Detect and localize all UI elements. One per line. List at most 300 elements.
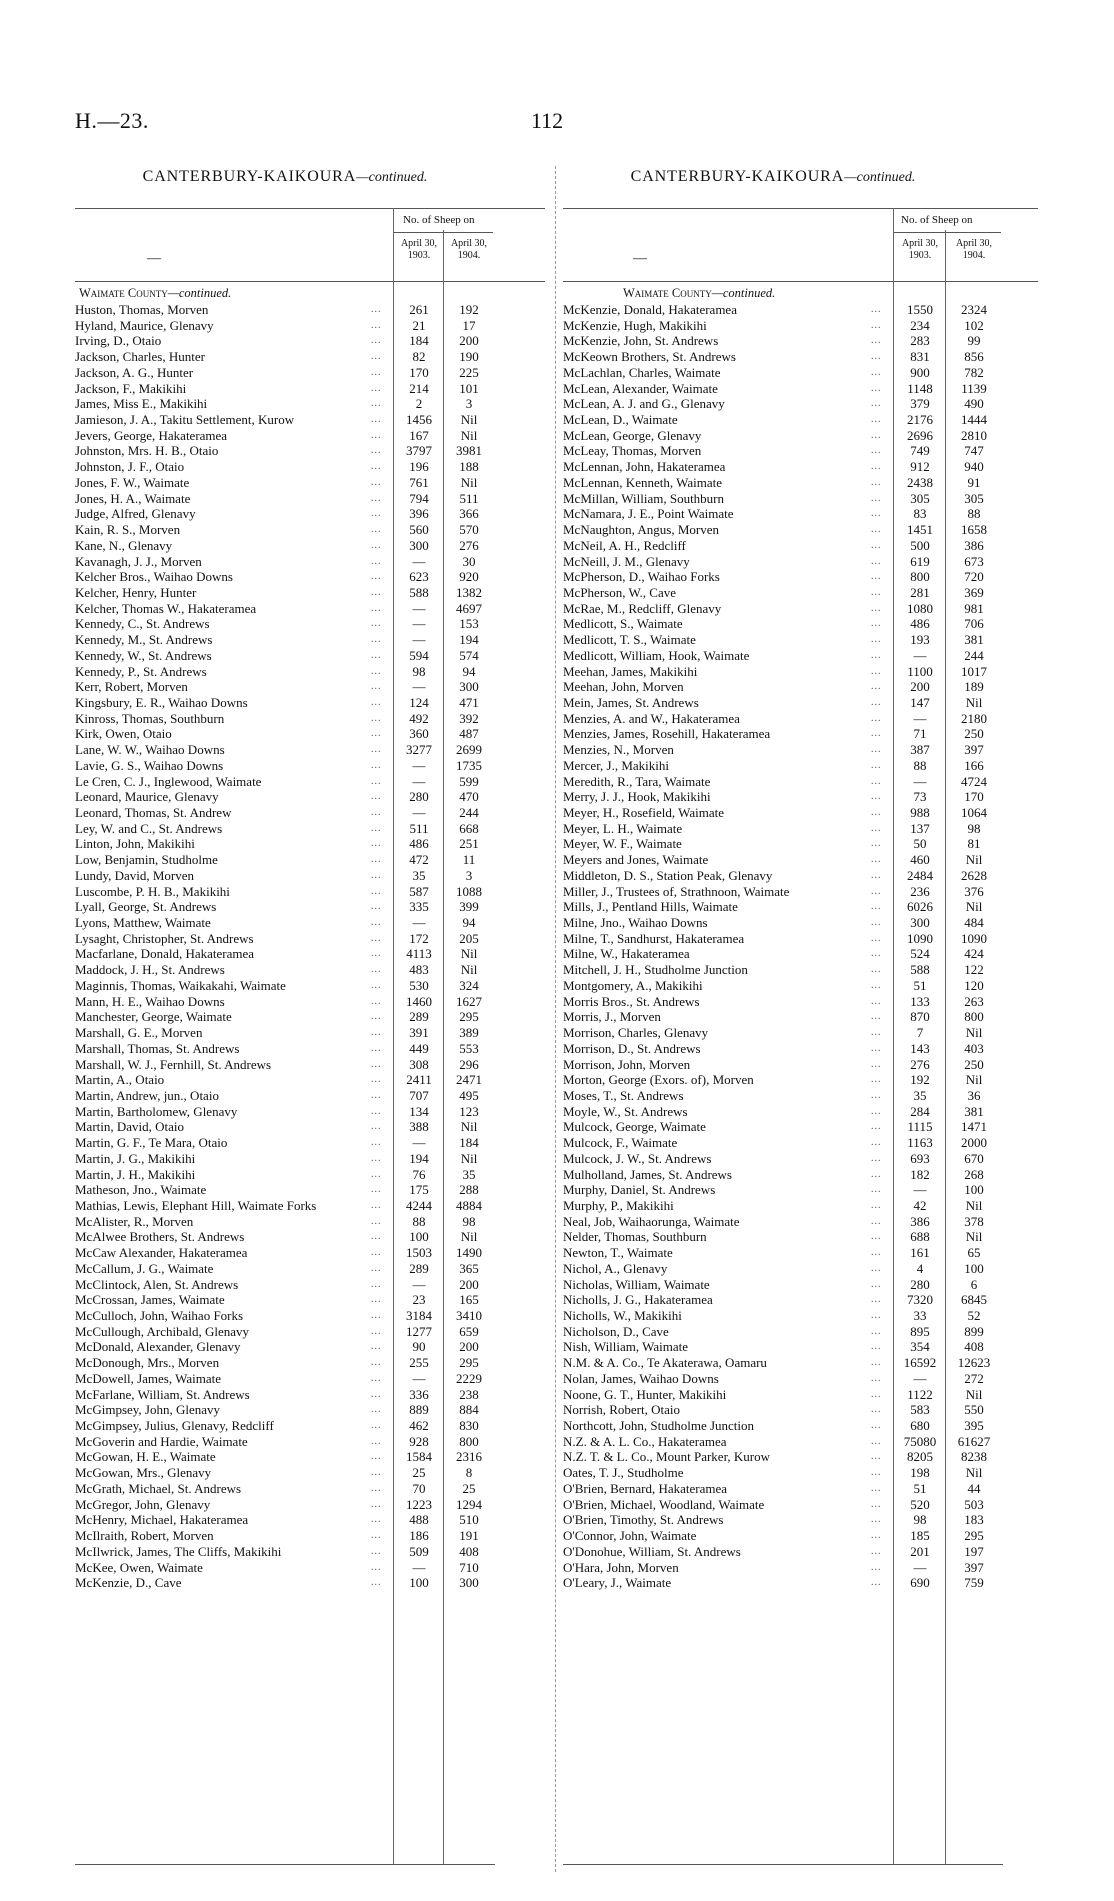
sheep-count-1903: — bbox=[412, 1559, 426, 1575]
owner-name: McKenzie, D., Cave bbox=[75, 1575, 182, 1591]
sheep-count-1903: 794 bbox=[409, 490, 429, 506]
table-row bbox=[75, 836, 545, 852]
owner-name: McLean, Alexander, Waimate bbox=[563, 380, 718, 396]
sheep-count-1903: 900 bbox=[910, 364, 930, 380]
sheep-count-1903: 51 bbox=[913, 1480, 927, 1496]
owner-name: McDowell, James, Waimate bbox=[75, 1370, 222, 1386]
owner-name: Jamieson, J. A., Takitu Settlement, Kurow bbox=[75, 412, 295, 428]
owner-name: Meehan, John, Morven bbox=[563, 679, 684, 695]
table-row bbox=[563, 1449, 1038, 1465]
table-row bbox=[563, 1041, 1038, 1057]
leader-dots: ... bbox=[371, 1435, 382, 1447]
table-row bbox=[75, 616, 545, 632]
sheep-count-1904: 920 bbox=[459, 569, 479, 585]
leader-dots: ... bbox=[871, 1357, 882, 1369]
owner-name: Mulcock, J. W., St. Andrews bbox=[563, 1150, 712, 1166]
sheep-count-1903: — bbox=[412, 632, 426, 648]
sheep-count-1904: 470 bbox=[459, 789, 479, 805]
sheep-count-1903: 83 bbox=[913, 506, 927, 522]
leader-dots: ... bbox=[871, 712, 882, 724]
sheep-count-1904: Nil bbox=[460, 962, 478, 978]
owner-name: Meyer, H., Rosefield, Waimate bbox=[563, 805, 725, 820]
sheep-count-1904: 244 bbox=[459, 805, 479, 820]
owner-name: N.M. & A. Co., Te Akaterawa, Oamaru bbox=[563, 1355, 767, 1371]
sheep-count-1903: 172 bbox=[409, 930, 429, 946]
sheep-count-1903: 360 bbox=[409, 726, 429, 742]
sheep-count-1904: 395 bbox=[964, 1418, 984, 1434]
sheep-count-1904: 856 bbox=[964, 349, 984, 365]
table-row bbox=[75, 899, 545, 915]
owner-name: McNaughton, Angus, Morven bbox=[563, 522, 719, 538]
table-row bbox=[563, 836, 1038, 852]
owner-name: McNeil, A. H., Redcliff bbox=[563, 537, 686, 553]
leader-dots: ... bbox=[371, 1247, 382, 1259]
page-header bbox=[75, 108, 1035, 136]
table-row bbox=[563, 695, 1038, 711]
leader-dots: ... bbox=[371, 854, 382, 866]
sheep-count-1903: 76 bbox=[412, 1166, 426, 1182]
sheep-count-1904: 471 bbox=[459, 694, 479, 710]
leader-dots: ... bbox=[371, 1530, 382, 1542]
owner-name: Martin, A., Otaio bbox=[75, 1072, 165, 1088]
table-row bbox=[75, 1497, 545, 1513]
leader-dots: ... bbox=[871, 649, 882, 661]
owner-name: McKenzie, Hugh, Makikihi bbox=[563, 317, 707, 333]
sheep-count-1904: 1444 bbox=[961, 412, 987, 428]
sheep-count-1903: — bbox=[412, 616, 426, 632]
sheep-count-1903: — bbox=[913, 1559, 927, 1575]
table-row bbox=[75, 1009, 545, 1025]
owner-name: McPherson, D., Waihao Forks bbox=[563, 569, 720, 585]
sheep-count-1904: 170 bbox=[964, 789, 984, 805]
sheep-count-1903: 283 bbox=[910, 333, 930, 349]
sheep-count-1904: 3981 bbox=[456, 443, 482, 459]
county-name: Waimate County bbox=[623, 286, 712, 300]
leader-dots: ... bbox=[871, 1514, 882, 1526]
sheep-count-1903: 583 bbox=[910, 1402, 930, 1418]
owner-name: Kinross, Thomas, Southburn bbox=[75, 710, 225, 726]
sheep-count-1903: 560 bbox=[409, 522, 429, 538]
sheep-count-1903: 688 bbox=[910, 1229, 930, 1245]
owner-name: Lyons, Matthew, Waimate bbox=[75, 915, 211, 931]
leader-dots: ... bbox=[871, 414, 882, 426]
sheep-count-1904: 205 bbox=[459, 930, 479, 946]
sheep-count-1904: 61627 bbox=[957, 1433, 991, 1449]
leader-dots: ... bbox=[371, 1027, 382, 1039]
owner-name: O'Donohue, William, St. Andrews bbox=[563, 1543, 741, 1559]
leader-dots: ... bbox=[871, 964, 882, 976]
sheep-count-1903: 134 bbox=[409, 1103, 429, 1119]
sheep-count-1904: 4724 bbox=[961, 773, 987, 789]
leader-dots: ... bbox=[371, 586, 382, 598]
leader-dots: ... bbox=[871, 1011, 882, 1023]
table-row bbox=[563, 1104, 1038, 1120]
leader-dots: ... bbox=[871, 869, 882, 881]
sheep-count-1904: 386 bbox=[964, 537, 984, 553]
sheep-count-1904: 190 bbox=[459, 349, 479, 365]
sheep-count-1903: 800 bbox=[910, 569, 930, 585]
table-row bbox=[75, 349, 545, 365]
sheep-count-1904: 1490 bbox=[456, 1245, 482, 1261]
owner-name: Maddock, J. H., St. Andrews bbox=[75, 962, 225, 978]
sheep-count-1904: 673 bbox=[964, 553, 984, 569]
owner-name: Nelder, Thomas, Southburn bbox=[563, 1229, 707, 1245]
leader-dots: ... bbox=[871, 351, 882, 363]
leader-dots: ... bbox=[371, 1357, 382, 1369]
sheep-count-1904: 940 bbox=[964, 459, 984, 475]
leader-dots: ... bbox=[871, 696, 882, 708]
sheep-count-1903: 761 bbox=[409, 474, 429, 490]
sheep-count-1903: 98 bbox=[913, 1512, 927, 1528]
owner-name: Mulholland, James, St. Andrews bbox=[563, 1166, 732, 1182]
sheep-count-1903: — bbox=[412, 1370, 426, 1386]
table-row bbox=[563, 1434, 1038, 1450]
leader-dots: ... bbox=[871, 304, 882, 315]
owner-name: McLennan, Kenneth, Waimate bbox=[563, 474, 722, 490]
leader-dots: ... bbox=[871, 1545, 882, 1557]
sheep-count-1904: 2699 bbox=[456, 742, 482, 758]
owner-name: Marshall, G. E., Morven bbox=[75, 1025, 203, 1041]
leader-dots: ... bbox=[871, 1262, 882, 1274]
sheep-count-1904: 503 bbox=[964, 1496, 984, 1512]
leader-dots: ... bbox=[871, 335, 882, 347]
section-title-text: CANTERBURY-KAIKOURA bbox=[630, 168, 845, 185]
table-row bbox=[563, 554, 1038, 570]
leader-dots: ... bbox=[371, 1325, 382, 1337]
leader-dots: ... bbox=[871, 366, 882, 378]
leader-dots: ... bbox=[371, 539, 382, 551]
sheep-count-1903: 354 bbox=[910, 1339, 930, 1355]
owner-name: Medlicott, William, Hook, Waimate bbox=[563, 647, 750, 663]
sheep-count-1904: 759 bbox=[964, 1575, 984, 1591]
sheep-count-1903: 391 bbox=[409, 1025, 429, 1041]
sheep-count-1903: — bbox=[412, 915, 426, 931]
sheep-count-1904: 399 bbox=[459, 899, 479, 915]
owner-name: Moses, T., St. Andrews bbox=[563, 1087, 684, 1103]
sheep-count-1904: 44 bbox=[967, 1480, 981, 1496]
owner-name: Menzies, N., Morven bbox=[563, 742, 674, 758]
sheep-count-1904: 2628 bbox=[961, 867, 987, 883]
table-row bbox=[563, 459, 1038, 475]
leader-dots: ... bbox=[871, 917, 882, 929]
leader-dots: ... bbox=[871, 838, 882, 850]
leader-dots: ... bbox=[371, 1089, 382, 1101]
owner-name: McIlraith, Robert, Morven bbox=[75, 1528, 214, 1544]
leader-dots: ... bbox=[871, 1530, 882, 1542]
leader-dots: ... bbox=[871, 1247, 882, 1259]
sheep-count-1904: 153 bbox=[459, 616, 479, 632]
owner-name: Kelcher, Thomas W., Hakateramea bbox=[75, 600, 257, 616]
sheep-count-1904: 1017 bbox=[961, 663, 987, 679]
sheep-count-1904: 381 bbox=[964, 1103, 984, 1119]
owner-name: Nicholson, D., Cave bbox=[563, 1323, 669, 1339]
sheep-count-1903: 1456 bbox=[406, 412, 432, 428]
owner-name: James, Miss E., Makikihi bbox=[75, 396, 208, 412]
leader-dots: ... bbox=[371, 948, 382, 960]
sheep-count-1904: 30 bbox=[462, 553, 476, 569]
sheep-count-1904: Nil bbox=[965, 1072, 983, 1088]
owner-name: O'Hara, John, Morven bbox=[563, 1559, 679, 1575]
leader-dots: ... bbox=[871, 1341, 882, 1353]
table-row bbox=[75, 1512, 545, 1528]
owner-name: Nichol, A., Glenavy bbox=[563, 1260, 668, 1276]
leader-dots: ... bbox=[871, 1435, 882, 1447]
table-row bbox=[563, 1088, 1038, 1104]
owner-name: Leonard, Thomas, St. Andrew bbox=[75, 805, 232, 820]
owner-name: Lavie, G. S., Waihao Downs bbox=[75, 757, 224, 773]
table-row bbox=[563, 962, 1038, 978]
sheep-count-1903: 196 bbox=[409, 459, 429, 475]
sheep-count-1904: 800 bbox=[459, 1433, 479, 1449]
table-row bbox=[75, 1449, 545, 1465]
sheep-count-1903: 25 bbox=[412, 1465, 426, 1481]
sheep-count-1904: 1627 bbox=[456, 993, 482, 1009]
table-row bbox=[563, 742, 1038, 758]
sheep-count-1903: 198 bbox=[910, 1465, 930, 1481]
table-row bbox=[563, 381, 1038, 397]
sheep-count-1903: 182 bbox=[910, 1166, 930, 1182]
owner-name: Montgomery, A., Makikihi bbox=[563, 977, 703, 993]
leader-dots: ... bbox=[871, 1278, 882, 1290]
leader-dots: ... bbox=[371, 1341, 382, 1353]
section-title-text: CANTERBURY-KAIKOURA bbox=[142, 168, 357, 185]
sheep-count-1904: Nil bbox=[965, 1197, 983, 1213]
leader-dots: ... bbox=[371, 382, 382, 394]
sheep-count-1904: 184 bbox=[459, 1135, 479, 1151]
owner-name: McClintock, Alen, St. Andrews bbox=[75, 1276, 239, 1292]
owner-name: Murphy, P., Makikihi bbox=[563, 1197, 674, 1213]
owner-name: McAlister, R., Morven bbox=[75, 1213, 194, 1229]
sheep-count-1903: 386 bbox=[910, 1213, 930, 1229]
table-row bbox=[563, 1198, 1038, 1214]
table-row bbox=[75, 538, 545, 554]
table-row bbox=[563, 396, 1038, 412]
table-row bbox=[563, 852, 1038, 868]
sheep-count-1903: 483 bbox=[409, 962, 429, 978]
table-row bbox=[563, 569, 1038, 585]
sheep-count-1903: 1115 bbox=[907, 1119, 933, 1135]
sheep-count-1904: 1294 bbox=[456, 1496, 482, 1512]
sheep-count-1904: 1471 bbox=[961, 1119, 987, 1135]
leader-dots: ... bbox=[371, 618, 382, 630]
owner-name: Martin, J. G., Makikihi bbox=[75, 1150, 196, 1166]
sheep-count-1903: 587 bbox=[409, 883, 429, 899]
sheep-count-1903: 690 bbox=[910, 1575, 930, 1591]
owner-name: Jackson, Charles, Hunter bbox=[75, 349, 205, 365]
sheep-count-1903: 388 bbox=[409, 1119, 429, 1135]
sheep-count-1904: Nil bbox=[460, 1229, 478, 1245]
owner-name: O'Leary, J., Waimate bbox=[563, 1575, 672, 1591]
owner-name: Morris, J., Morven bbox=[563, 1009, 661, 1025]
sheep-count-1904: 6845 bbox=[961, 1292, 987, 1308]
sheep-count-1904: 782 bbox=[964, 364, 984, 380]
sheep-count-1904: 510 bbox=[459, 1512, 479, 1528]
owner-name: Martin, J. H., Makikihi bbox=[75, 1166, 196, 1182]
sheep-count-1904: 91 bbox=[967, 474, 981, 490]
sheep-count-1904: 599 bbox=[459, 773, 479, 789]
leader-dots: ... bbox=[371, 555, 382, 567]
sheep-count-1903: 623 bbox=[409, 569, 429, 585]
leader-dots: ... bbox=[371, 1152, 382, 1164]
sheep-count-1904: 263 bbox=[964, 993, 984, 1009]
sheep-count-1904: 101 bbox=[459, 380, 479, 396]
sheep-count-1903: 16592 bbox=[903, 1355, 937, 1371]
sheep-count-1903: 214 bbox=[409, 380, 429, 396]
owner-name: Northcott, John, Studholme Junction bbox=[563, 1418, 755, 1434]
sheep-count-1903: 3277 bbox=[406, 742, 432, 758]
table-row bbox=[75, 1544, 545, 1560]
leader-dots: ... bbox=[871, 319, 882, 331]
table-row bbox=[563, 1324, 1038, 1340]
table-row bbox=[75, 554, 545, 570]
sheep-count-1903: 2176 bbox=[907, 412, 933, 428]
table-row bbox=[75, 1528, 545, 1544]
leader-dots: ... bbox=[871, 1105, 882, 1117]
owner-name: Johnston, J. F., Otaio bbox=[75, 459, 185, 475]
leader-dots: ... bbox=[371, 634, 382, 646]
header-bottom-rule bbox=[75, 281, 545, 282]
leader-dots: ... bbox=[871, 995, 882, 1007]
table-row bbox=[563, 1119, 1038, 1135]
table-row bbox=[563, 774, 1038, 790]
table-row bbox=[75, 1277, 545, 1293]
sheep-count-1903: 281 bbox=[910, 584, 930, 600]
section-title bbox=[75, 166, 495, 188]
leader-dots: ... bbox=[871, 382, 882, 394]
leader-dots: ... bbox=[371, 807, 382, 818]
sheep-count-1903: 234 bbox=[910, 317, 930, 333]
sheep-count-1904: 2324 bbox=[961, 302, 987, 317]
table-row bbox=[75, 1072, 545, 1088]
sheep-count-1903: — bbox=[913, 647, 927, 663]
table-row bbox=[563, 978, 1038, 994]
owner-name: Marshall, Thomas, St. Andrews bbox=[75, 1040, 240, 1056]
owner-name: Kane, N., Glenavy bbox=[75, 537, 173, 553]
leader-dots: ... bbox=[371, 1262, 382, 1274]
owner-name: Matheson, Jno., Waimate bbox=[75, 1182, 207, 1198]
year-1904-header: April 30, 1904. bbox=[955, 238, 993, 261]
sheep-count-1904: 366 bbox=[459, 506, 479, 522]
sheep-count-1903: 284 bbox=[910, 1103, 930, 1119]
table-row bbox=[75, 302, 545, 318]
sheep-count-1904: 98 bbox=[462, 1213, 476, 1229]
sheep-count-1904: 250 bbox=[964, 726, 984, 742]
owner-name: Mein, James, St. Andrews bbox=[563, 694, 699, 710]
owner-name: Kingsbury, E. R., Waihao Downs bbox=[75, 694, 248, 710]
sheep-owner-list-right bbox=[563, 302, 1038, 1591]
sheep-count-1903: 988 bbox=[910, 805, 930, 820]
table-row bbox=[563, 616, 1038, 632]
owner-name: McCrossan, James, Waimate bbox=[75, 1292, 225, 1308]
sheep-count-1904: 189 bbox=[964, 679, 984, 695]
sheep-count-1903: 23 bbox=[412, 1292, 426, 1308]
owner-name: McPherson, W., Cave bbox=[563, 584, 677, 600]
sheep-count-1903: 185 bbox=[910, 1528, 930, 1544]
leader-dots: ... bbox=[371, 571, 382, 583]
sheep-count-1903: — bbox=[913, 1370, 927, 1386]
table-row bbox=[563, 1277, 1038, 1293]
table-row bbox=[75, 789, 545, 805]
owner-name: Jackson, A. G., Hunter bbox=[75, 364, 194, 380]
table-row bbox=[75, 1057, 545, 1073]
leader-dots: ... bbox=[371, 602, 382, 614]
sheep-count-1903: 486 bbox=[910, 616, 930, 632]
leader-dots: ... bbox=[871, 1467, 882, 1479]
sheep-count-1903: 175 bbox=[409, 1182, 429, 1198]
owner-name: Martin, G. F., Te Mara, Otaio bbox=[75, 1135, 228, 1151]
sheep-count-1903: 693 bbox=[910, 1150, 930, 1166]
leader-dots: ... bbox=[871, 1042, 882, 1054]
sheep-count-1903: 492 bbox=[409, 710, 429, 726]
sheep-count-1903: — bbox=[412, 1276, 426, 1292]
table-row bbox=[75, 1135, 545, 1151]
sheep-count-1904: 8 bbox=[465, 1465, 473, 1481]
sheep-count-1904: 99 bbox=[967, 333, 981, 349]
owner-name: Jones, H. A., Waimate bbox=[75, 490, 191, 506]
sheep-count-1903: 51 bbox=[913, 977, 927, 993]
sheep-count-1903: 749 bbox=[910, 443, 930, 459]
owner-name: Newton, T., Waimate bbox=[563, 1245, 673, 1261]
sheep-count-1903: 870 bbox=[910, 1009, 930, 1025]
sheep-count-1904: Nil bbox=[965, 694, 983, 710]
owner-name: Linton, John, Makikihi bbox=[75, 836, 195, 852]
owner-name: Menzies, A. and W., Hakateramea bbox=[563, 710, 740, 726]
table-row bbox=[75, 333, 545, 349]
owner-name: McLean, D., Waimate bbox=[563, 412, 678, 428]
table-row bbox=[563, 946, 1038, 962]
sheep-count-1904: 511 bbox=[459, 490, 479, 506]
sheep-count-1903: 88 bbox=[913, 757, 927, 773]
sheep-count-1904: 490 bbox=[964, 396, 984, 412]
table-row bbox=[75, 443, 545, 459]
leader-dots: ... bbox=[371, 681, 382, 693]
owner-name: Meredith, R., Tara, Waimate bbox=[563, 773, 711, 789]
sheep-count-1904: Nil bbox=[460, 427, 478, 443]
leader-dots: ... bbox=[371, 1561, 382, 1573]
sheep-count-1903: 460 bbox=[910, 852, 930, 868]
group-header-rule bbox=[893, 232, 1001, 233]
section-title bbox=[563, 166, 983, 188]
table-row bbox=[75, 868, 545, 884]
sheep-owner-list-left bbox=[75, 302, 545, 1591]
table-row bbox=[563, 1544, 1038, 1560]
table-row bbox=[563, 1229, 1038, 1245]
sheep-count-1903: 472 bbox=[409, 852, 429, 868]
sheep-count-1904: 403 bbox=[964, 1040, 984, 1056]
sheep-count-1903: 35 bbox=[913, 1087, 927, 1103]
sheep-count-1904: 574 bbox=[459, 647, 479, 663]
sheep-count-1904: 392 bbox=[459, 710, 479, 726]
table-row bbox=[75, 585, 545, 601]
sheep-count-1903: 1090 bbox=[907, 930, 933, 946]
owner-name: McGowan, H. E., Waimate bbox=[75, 1449, 216, 1465]
table-row bbox=[75, 1214, 545, 1230]
table-row bbox=[75, 821, 545, 837]
sheep-count-1904: 191 bbox=[459, 1528, 479, 1544]
county-continued: —continued. bbox=[167, 286, 232, 300]
sheep-count-1904: 1064 bbox=[961, 805, 987, 820]
owner-name: McKeown Brothers, St. Andrews bbox=[563, 349, 736, 365]
table-row bbox=[75, 522, 545, 538]
sheep-count-1903: 588 bbox=[409, 584, 429, 600]
sheep-count-1903: — bbox=[412, 600, 426, 616]
leader-dots: ... bbox=[371, 1011, 382, 1023]
sheep-count-group-header: No. of Sheep on bbox=[403, 214, 475, 226]
owner-name: Ley, W. and C., St. Andrews bbox=[75, 820, 223, 836]
sheep-count-1904: Nil bbox=[460, 1119, 478, 1135]
table-row bbox=[75, 365, 545, 381]
sheep-count-1903: 7 bbox=[916, 1025, 924, 1041]
